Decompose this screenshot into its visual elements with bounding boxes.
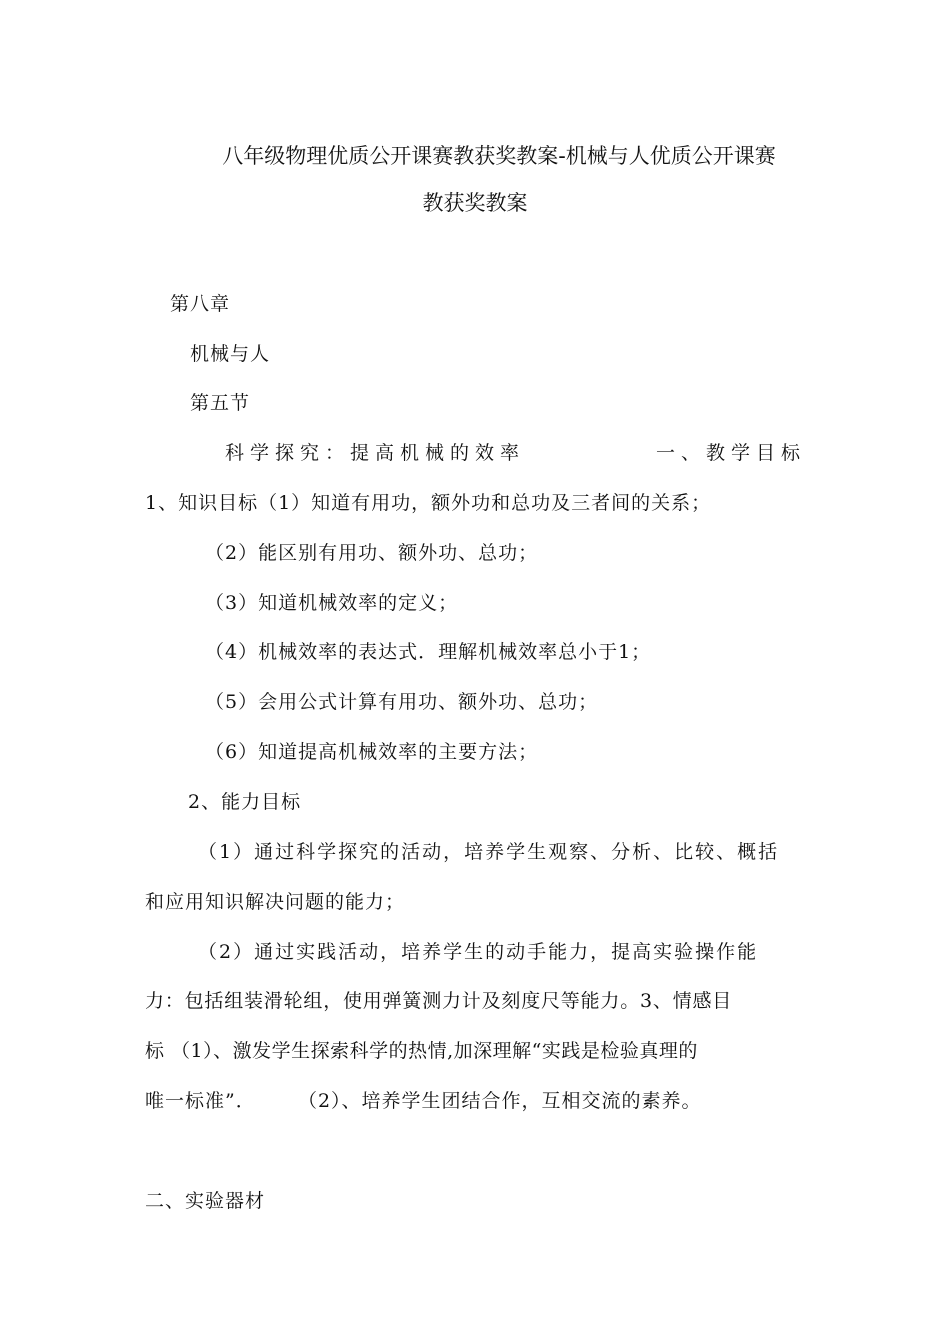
chapter-name: 机械与人 bbox=[190, 343, 271, 365]
text-line: 2、能力目标 bbox=[188, 791, 302, 813]
text-line: （2）能区别有用功、额外功、总功； bbox=[205, 542, 539, 564]
text-line: 和应用知识解决问题的能力； bbox=[145, 891, 406, 913]
document-title-line-1: 八年级物理优质公开课赛教获奖教案-机械与人优质公开课赛 bbox=[222, 144, 776, 168]
text-line: （1）通过科学探究的活动，培养学生观察、分析、比较、概括 bbox=[198, 841, 780, 863]
document-title-line-2: 教获奖教案 bbox=[422, 191, 528, 215]
text-line: 唯一标准”． （2）、培养学生团结合作，互相交流的素养。 bbox=[145, 1090, 702, 1112]
text-line: 1、知识目标（1）知道有用功，额外功和总功及三者间的关系； bbox=[145, 492, 712, 514]
text-line: （2）通过实践活动，培养学生的动手能力，提高实验操作能 bbox=[198, 941, 759, 963]
text-line: （3）知道机械效率的定义； bbox=[205, 592, 459, 614]
text-line: （5）会用公式计算有用功、额外功、总功； bbox=[205, 691, 599, 713]
part2-heading: 二、实验器材 bbox=[145, 1190, 266, 1212]
section-label: 第五节 bbox=[190, 392, 251, 414]
part1-heading: 一、教学目标 bbox=[656, 442, 807, 464]
text-line: （6）知道提高机械效率的主要方法； bbox=[205, 741, 539, 763]
text-line: 力：包括组装滑轮组，使用弹簧测力计及刻度尺等能力。3、情感目 bbox=[145, 990, 733, 1012]
text-line: （4）机械效率的表达式．理解机械效率总小于1； bbox=[205, 641, 652, 663]
text-line: 标 （1）、激发学生探索科学的热情,加深理解“实践是检验真理的 bbox=[145, 1040, 698, 1062]
chapter-label: 第八章 bbox=[170, 293, 231, 315]
section-name: 科学探究：提高机械的效率 bbox=[225, 442, 526, 464]
